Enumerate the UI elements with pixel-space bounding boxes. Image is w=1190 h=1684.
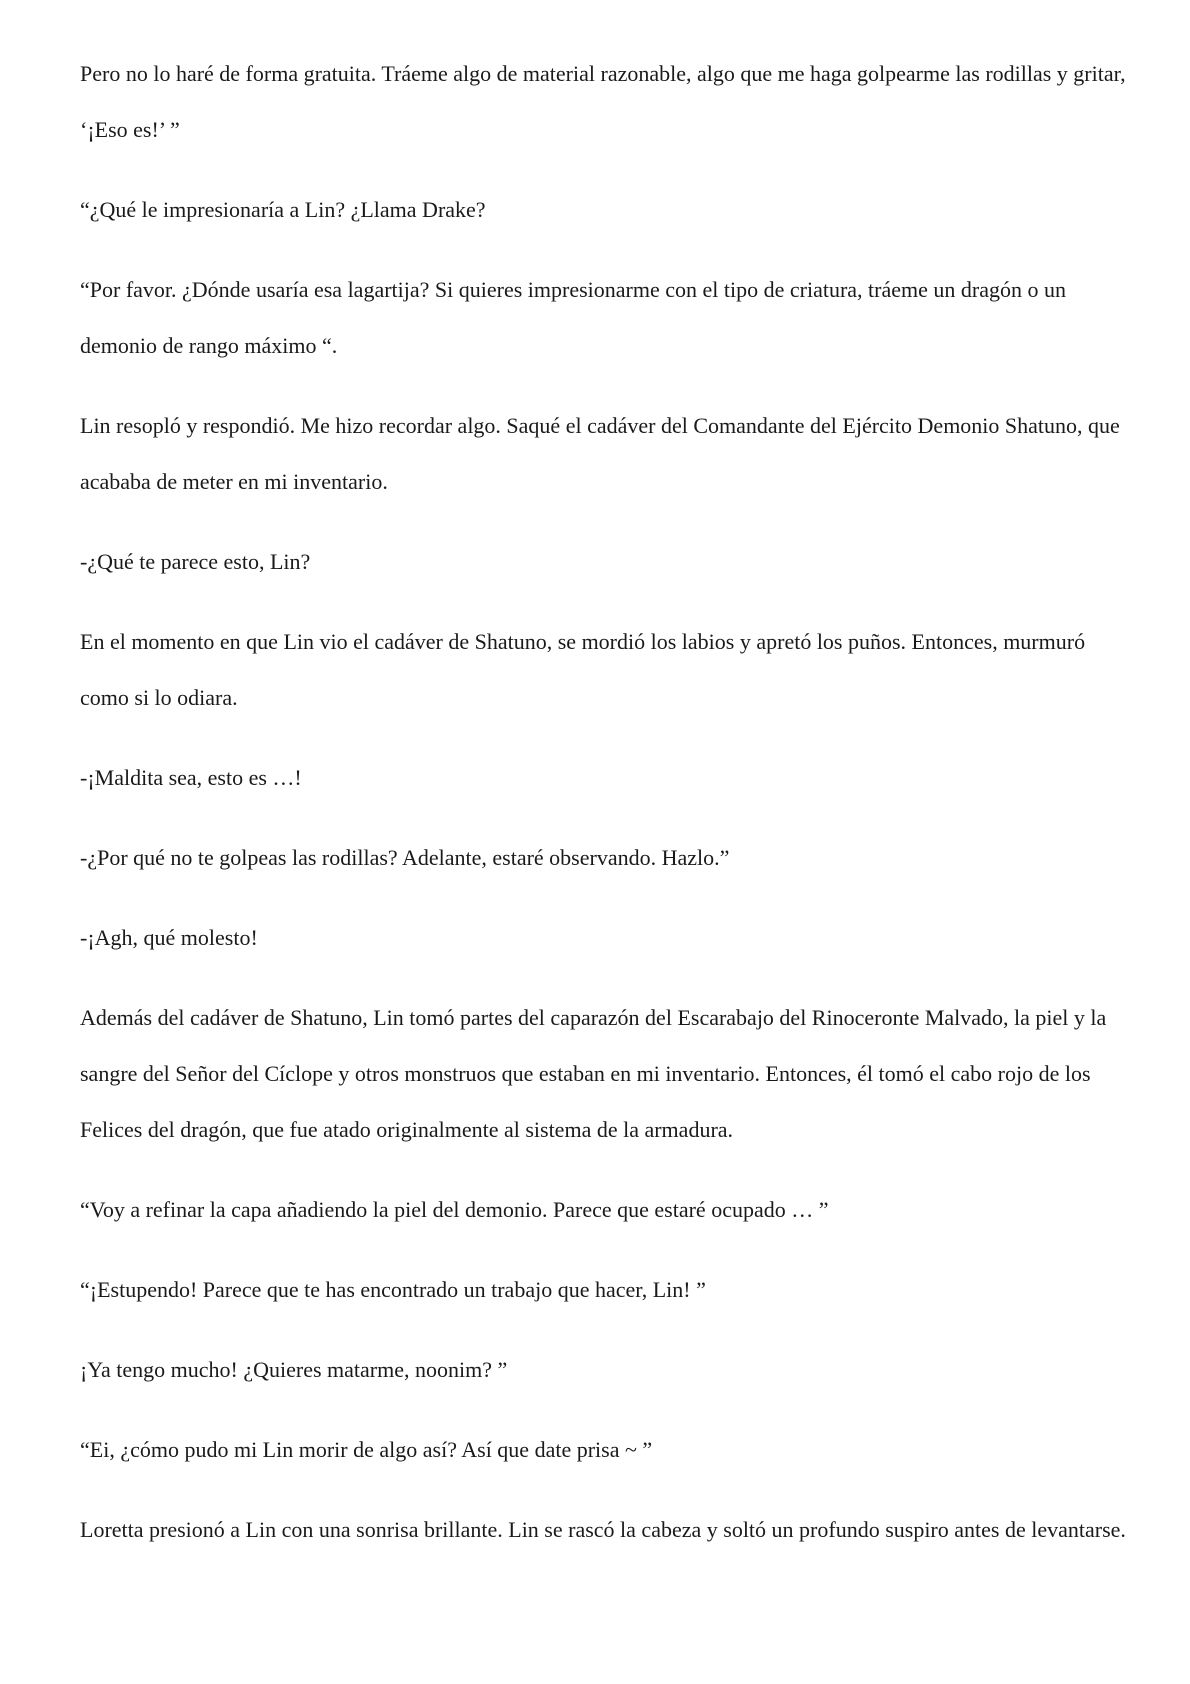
- paragraph: -¡Agh, qué molesto!: [80, 925, 258, 950]
- paragraph: “¿Qué le impresionaría a Lin? ¿Llama Drake?: [80, 197, 486, 222]
- paragraph: “Por favor. ¿Dónde usaría esa lagartija? Si quieres impresionarme con el tipo de criatura, tráeme un dragón o un demonio de rango máximo “.: [80, 277, 1066, 358]
- paragraph: En el momento en que Lin vio el cadáver de Shatuno, se mordió los labios y apretó los puños. Entonces, murmuró como si lo odiara.: [80, 629, 1086, 710]
- paragraph: “Voy a refinar la capa añadiendo la piel del demonio. Parece que estaré ocupado … ”: [80, 1197, 829, 1222]
- paragraph: -¿Qué te parece esto, Lin?: [80, 549, 311, 574]
- paragraph: ¡Ya tengo mucho! ¿Quieres matarme, noonim? ”: [80, 1357, 508, 1382]
- body-text: [80, 46, 1130, 1582]
- paragraph: Además del cadáver de Shatuno, Lin tomó partes del caparazón del Escarabajo del Rinoceronte Malvado, la piel y la sangre del Señor del Cíclope y otros monstruos que estaban en mi inventario. Entonces, él tomó el cabo rojo de los Felices del dragón, que fue atado originalmente al sistema de la armadura.: [80, 1005, 1107, 1142]
- paragraph: “¡Estupendo! Parece que te has encontrado un trabajo que hacer, Lin! ”: [80, 1277, 706, 1302]
- paragraph: -¿Por qué no te golpeas las rodillas? Adelante, estaré observando. Hazlo.”: [80, 845, 730, 870]
- paragraph: -¡Maldita sea, esto es …!: [80, 765, 302, 790]
- paragraph: Lin resopló y respondió. Me hizo recordar algo. Saqué el cadáver del Comandante del Ejército Demonio Shatuno, que acababa de meter en mi inventario.: [80, 413, 1120, 494]
- paragraph: Loretta presionó a Lin con una sonrisa brillante. Lin se rascó la cabeza y soltó un profundo suspiro antes de levantarse.: [80, 1517, 1126, 1542]
- paragraph: Pero no lo haré de forma gratuita. Tráeme algo de material razonable, algo que me haga golpearme las rodillas y gritar, ‘¡Eso es!’ ”: [80, 61, 1126, 142]
- paragraph: “Ei, ¿cómo pudo mi Lin morir de algo así? Así que date prisa ~ ”: [80, 1437, 653, 1462]
